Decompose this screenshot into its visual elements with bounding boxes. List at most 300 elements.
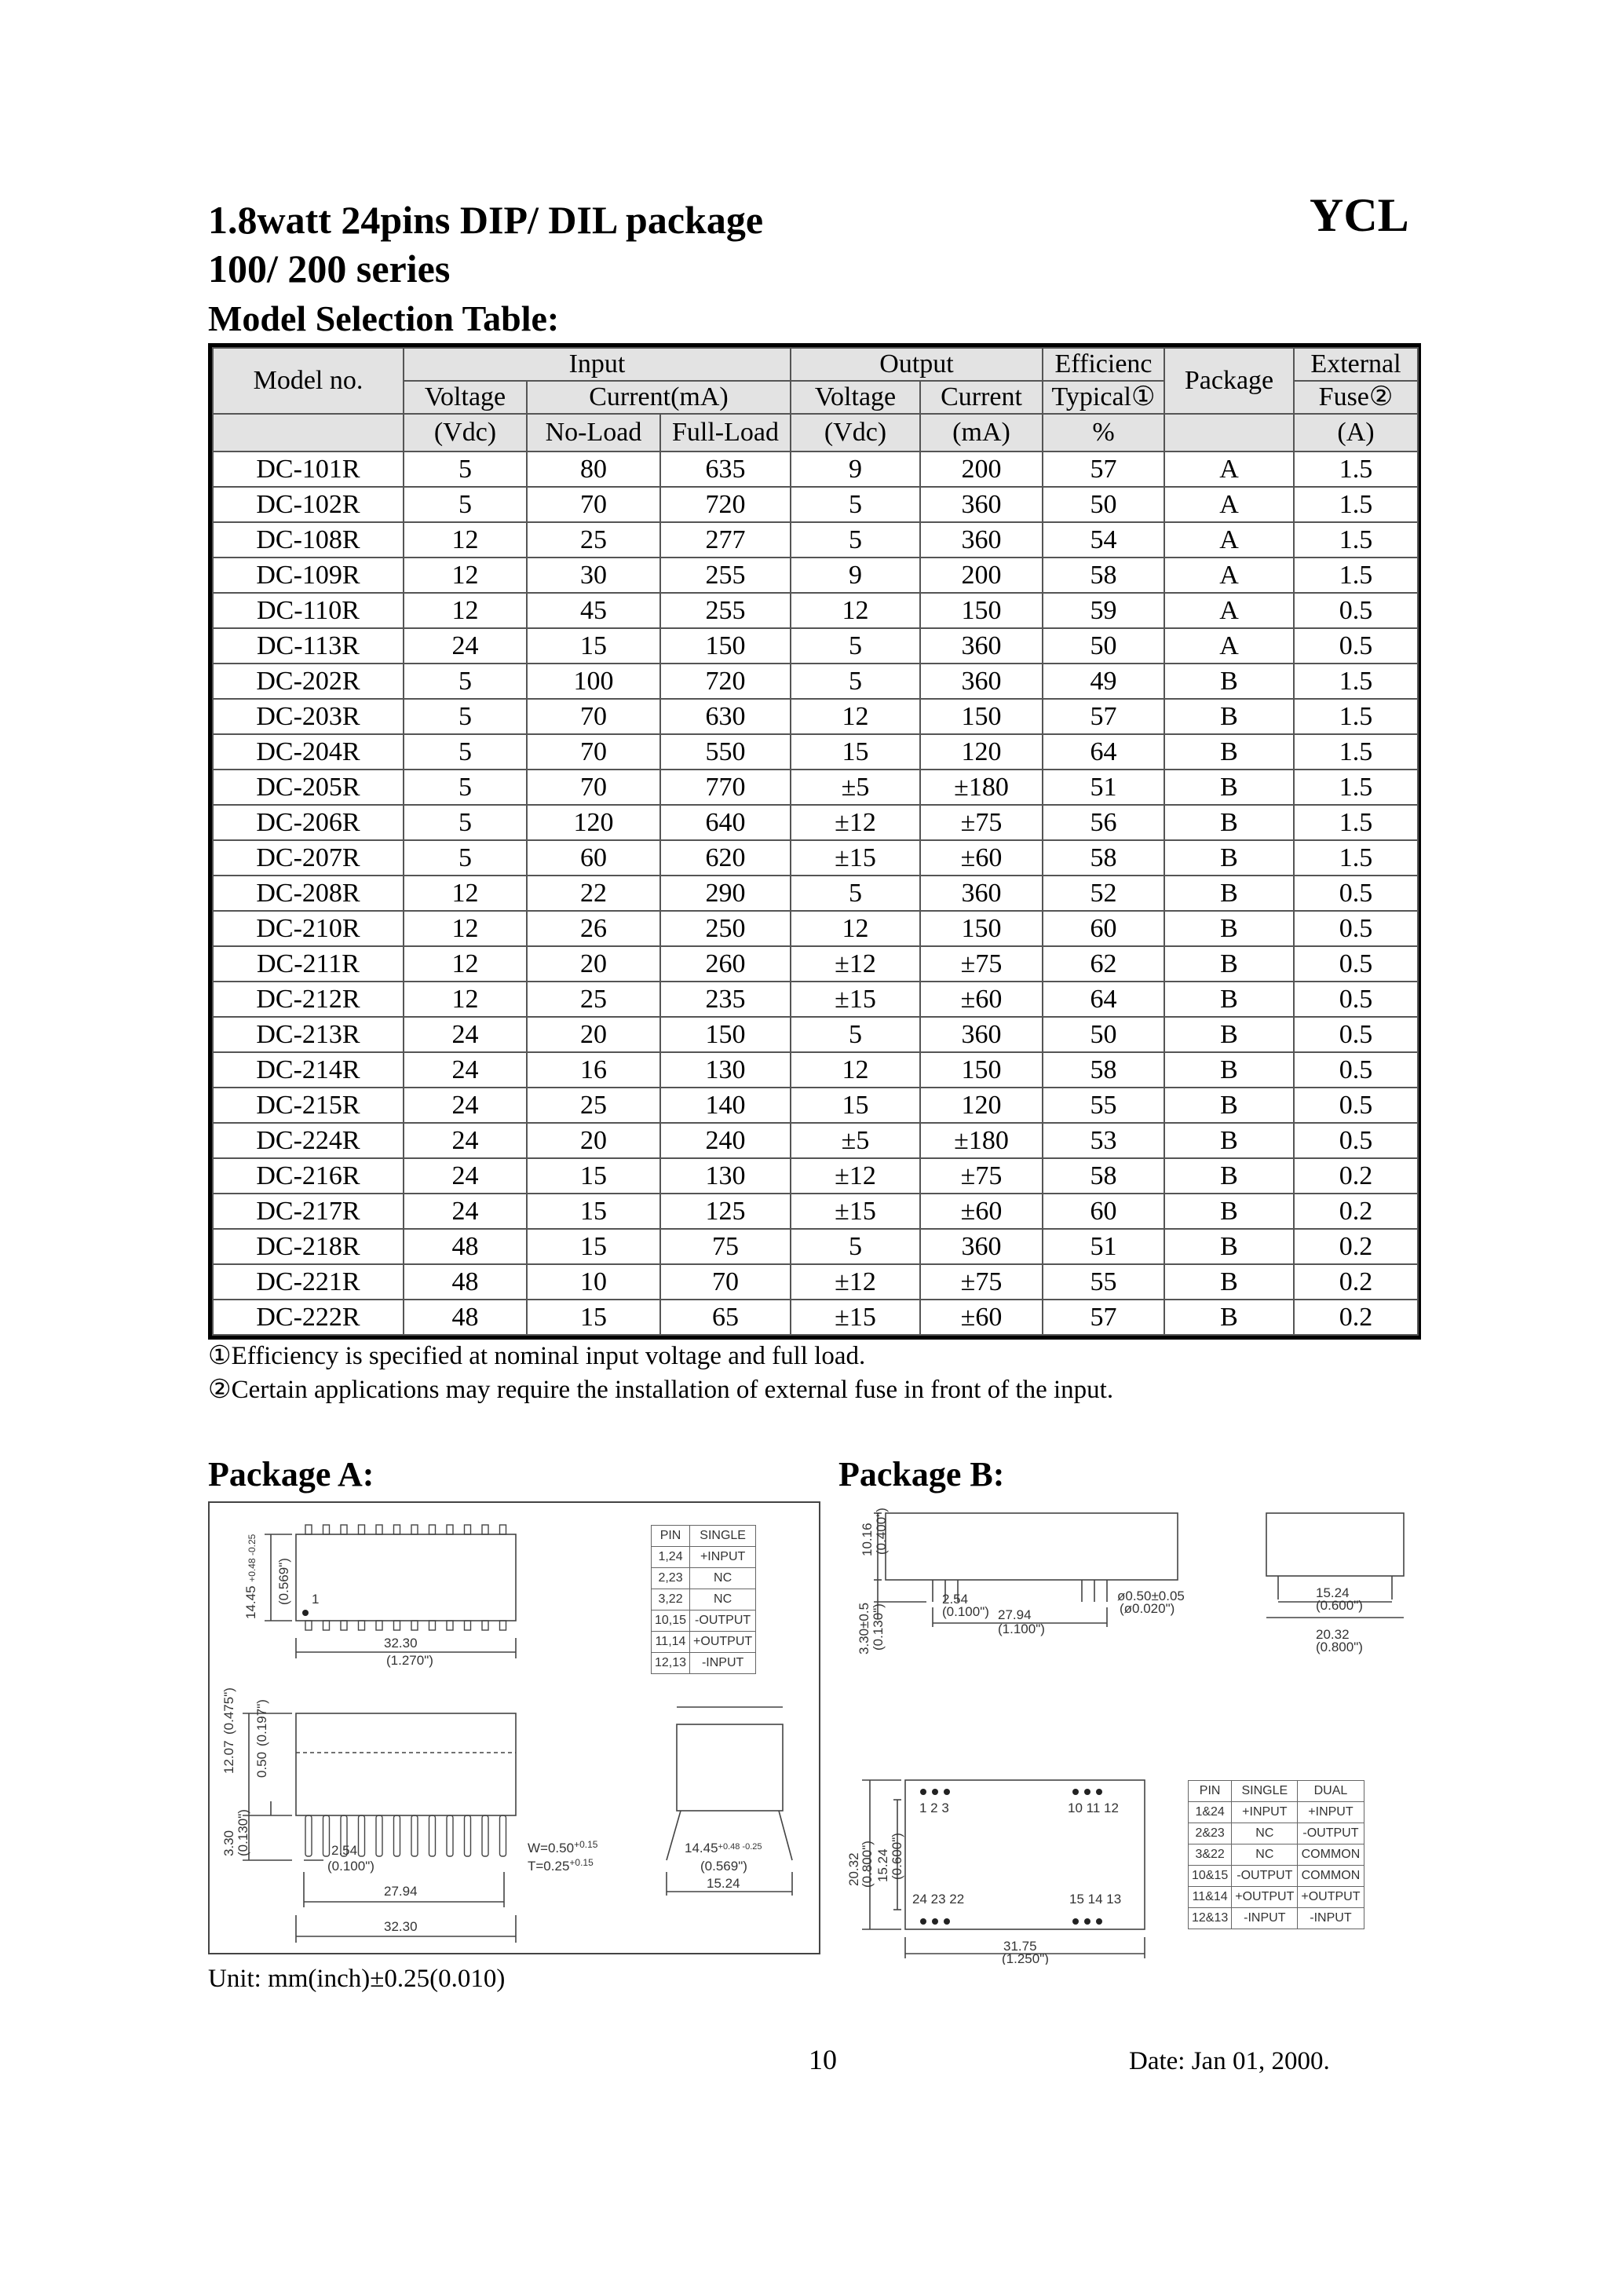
table-row [213,699,1418,734]
header-input-current: Current(mA) [527,381,791,414]
cell-output-current: 360 [920,522,1043,558]
cell-model: DC-108R [213,522,404,558]
cell-package: A [1164,593,1294,628]
cell-full-load-current: 255 [660,593,791,628]
cell-model: DC-101R [213,452,404,487]
cell-efficiency: 54 [1043,522,1164,558]
cell-fuse: 1.5 [1294,664,1418,699]
cell-package: B [1164,876,1294,911]
cell-input-voltage: 5 [404,805,527,840]
model-selection-table [208,343,1421,1340]
pin-lead [447,1815,453,1856]
pin-dot [944,1918,950,1925]
cell-package: A [1164,487,1294,522]
cell-full-load-current: 250 [660,911,791,946]
cell-package: B [1164,1017,1294,1052]
b-dim-top-row-inch: (0.600") [890,1833,904,1880]
pin-cell: 2&23 [1189,1823,1232,1844]
cell-output-current: ±180 [920,770,1043,805]
a-dim-pin-thickness: $T=0.25^{+0.15}$ [528,1857,594,1874]
pin-outline [323,1525,330,1534]
cell-fuse: 1.5 [1294,452,1418,487]
cell-output-current: 360 [920,1229,1043,1264]
cell-full-load-current: 635 [660,452,791,487]
cell-input-voltage: 5 [404,770,527,805]
b-dim-body-width-inch: (0.800") [1316,1640,1363,1654]
cell-output-voltage: ±15 [791,982,920,1017]
cell-model: DC-203R [213,699,404,734]
cell-package: B [1164,982,1294,1017]
pin-cell: NC [1232,1844,1298,1866]
pin-cell: -INPUT [690,1653,756,1674]
cell-output-voltage: 12 [791,911,920,946]
cell-input-voltage: 12 [404,558,527,593]
cell-full-load-current: 290 [660,876,791,911]
pin-dot [1096,1789,1102,1795]
pin-row [1189,1866,1364,1887]
cell-output-voltage: 5 [791,876,920,911]
cell-output-voltage: ±15 [791,1300,920,1335]
cell-fuse: 0.2 [1294,1158,1418,1194]
pin-row [1189,1844,1364,1866]
cell-output-voltage: 5 [791,1017,920,1052]
header-model: Model no. [213,348,404,414]
a-dim-length-2: 32.30 [384,1919,418,1934]
header-fuse-label: Fuse② [1294,381,1418,414]
pin-outline [411,1621,418,1630]
cell-input-voltage: 24 [404,1158,527,1194]
cell-output-voltage: 5 [791,487,920,522]
table-row [213,664,1418,699]
cell-model: DC-202R [213,664,404,699]
a-dim-row-span: 15.24 [707,1876,740,1891]
table-row [213,628,1418,664]
b-dim-row-span: 15.24 [1316,1585,1350,1600]
b-pins-bottom-left: 24 23 22 [912,1892,965,1907]
a-dim-width: 14.45 +0.48 -0.25 [243,1534,258,1619]
package-a-drawing [208,1501,820,1954]
document-date: Date: Jan 01, 2000. [1129,2047,1330,2075]
cell-input-voltage: 12 [404,593,527,628]
cell-efficiency: 56 [1043,805,1164,840]
pin-cell: -INPUT [1232,1908,1298,1929]
cell-no-load-current: 15 [527,628,660,664]
cell-package: B [1164,840,1294,876]
cell-no-load-current: 70 [527,487,660,522]
cell-efficiency: 59 [1043,593,1164,628]
table-row [213,1194,1418,1229]
cell-package: B [1164,805,1294,840]
cell-output-voltage: ±12 [791,805,920,840]
pin-cell: +INPUT [690,1547,756,1568]
cell-efficiency: 58 [1043,1158,1164,1194]
cell-efficiency: 57 [1043,699,1164,734]
cell-no-load-current: 15 [527,1229,660,1264]
pin-lead [376,1815,382,1856]
pin-cell: COMMON [1298,1866,1364,1887]
cell-output-current: 120 [920,734,1043,770]
cell-model: DC-113R [213,628,404,664]
cell-package: A [1164,452,1294,487]
pin-dot [920,1918,926,1925]
pin-header-cell: DUAL [1298,1781,1364,1802]
cell-full-load-current: 550 [660,734,791,770]
table-row [213,946,1418,982]
cell-output-current: 120 [920,1088,1043,1123]
a-dim-pitch-inch: (0.100") [327,1859,374,1874]
cell-efficiency: 52 [1043,876,1164,911]
cell-input-voltage: 12 [404,522,527,558]
cell-full-load-current: 620 [660,840,791,876]
pin-outline [341,1621,347,1630]
cell-no-load-current: 120 [527,805,660,840]
cell-output-voltage: 5 [791,628,920,664]
cell-model: DC-221R [213,1264,404,1300]
cell-no-load-current: 25 [527,982,660,1017]
pin-outline [465,1621,471,1630]
cell-package: B [1164,1158,1294,1194]
cell-model: DC-224R [213,1123,404,1158]
cell-efficiency: 62 [1043,946,1164,982]
cell-efficiency: 58 [1043,558,1164,593]
cell-output-current: 360 [920,664,1043,699]
pin-lead [482,1815,488,1856]
cell-fuse: 0.5 [1294,1052,1418,1088]
b-dim-pitch: 2.54 [942,1592,969,1607]
cell-package: B [1164,734,1294,770]
b-dim-pitch-inch: (0.100") [942,1604,989,1619]
cell-output-voltage: 5 [791,664,920,699]
cell-fuse: 0.2 [1294,1229,1418,1264]
cell-package: B [1164,1052,1294,1088]
a-dim-pin-width: $W=0.50^{+0.15}$ [528,1839,598,1855]
a-dim-height: 12.07 [221,1740,236,1774]
cell-output-current: ±75 [920,1158,1043,1194]
b-dim-height: 10.16 [860,1523,875,1556]
header-input: Input [404,348,791,381]
cell-no-load-current: 30 [527,558,660,593]
pin-cell: COMMON [1298,1844,1364,1866]
cell-no-load-current: 70 [527,734,660,770]
pin-outline [394,1621,400,1630]
cell-package: B [1164,699,1294,734]
b-dim-body-width: 20.32 [1316,1627,1350,1642]
cell-fuse: 1.5 [1294,699,1418,734]
cell-input-voltage: 5 [404,840,527,876]
cell-full-load-current: 255 [660,558,791,593]
pin-cell: -OUTPUT [1232,1866,1298,1887]
cell-efficiency: 50 [1043,628,1164,664]
cell-input-voltage: 5 [404,452,527,487]
cell-fuse: 0.5 [1294,1123,1418,1158]
cell-output-current: 360 [920,876,1043,911]
cell-model: DC-211R [213,946,404,982]
cell-model: DC-206R [213,805,404,840]
table-row [213,1123,1418,1158]
cell-fuse: 0.5 [1294,1017,1418,1052]
pin-cell: 2,23 [652,1568,690,1589]
table-row [213,1052,1418,1088]
cell-no-load-current: 70 [527,699,660,734]
cell-input-voltage: 12 [404,911,527,946]
cell-model: DC-109R [213,558,404,593]
package-b-drawing [838,1501,1419,1965]
cell-full-load-current: 630 [660,699,791,734]
cell-model: DC-216R [213,1158,404,1194]
table-row [213,1229,1418,1264]
cell-output-voltage: 5 [791,1229,920,1264]
cell-output-voltage: 12 [791,699,920,734]
cell-efficiency: 50 [1043,1017,1164,1052]
cell-output-voltage: ±12 [791,946,920,982]
table-row [213,558,1418,593]
pin-outline [482,1525,488,1534]
cell-input-voltage: 48 [404,1300,527,1335]
package-b-title: Package B: [838,1455,1005,1493]
cell-model: DC-210R [213,911,404,946]
cell-fuse: 1.5 [1294,805,1418,840]
cell-output-current: 200 [920,452,1043,487]
pin-cell: -OUTPUT [1298,1823,1364,1844]
cell-output-voltage: 15 [791,1088,920,1123]
a-pin1-marker: 1 [312,1592,320,1607]
cell-output-voltage: 9 [791,558,920,593]
pin-cell: 3,22 [652,1589,690,1610]
cell-fuse: 1.5 [1294,522,1418,558]
pin-outline [411,1525,418,1534]
cell-output-voltage: ±5 [791,770,920,805]
pin-dot [1096,1918,1102,1925]
pin-header-cell: SINGLE [1232,1781,1298,1802]
a-dim-standoff-inch: (0.197") [254,1699,269,1746]
cell-no-load-current: 60 [527,840,660,876]
header-fuse-unit: (A) [1294,414,1418,452]
cell-no-load-current: 10 [527,1264,660,1300]
pin-cell: 10,15 [652,1610,690,1632]
cell-full-load-current: 640 [660,805,791,840]
pin-outline [305,1621,312,1630]
pin-row [652,1568,756,1589]
cell-package: A [1164,522,1294,558]
a-dim-pitch: 2.54 [331,1843,358,1858]
cell-model: DC-110R [213,593,404,628]
cell-output-voltage: ±12 [791,1158,920,1194]
cell-input-voltage: 48 [404,1229,527,1264]
cell-fuse: 0.5 [1294,628,1418,664]
cell-full-load-current: 260 [660,946,791,982]
cell-efficiency: 50 [1043,487,1164,522]
cell-fuse: 1.5 [1294,770,1418,805]
pin-row [1189,1802,1364,1823]
unit-note: Unit: mm(inch)±0.25(0.010) [208,1965,506,1993]
pin-cell: 11,14 [652,1632,690,1653]
table-row [213,876,1418,911]
b-dim-top-row: 15.24 [875,1848,890,1882]
pin-cell: 1,24 [652,1547,690,1568]
cell-package: A [1164,628,1294,664]
table-row [213,982,1418,1017]
header-efficiency-unit: % [1043,414,1164,452]
a-dim-width-inch: (0.569") [276,1558,291,1605]
section-title: Model Selection Table: [208,298,560,338]
cell-full-load-current: 140 [660,1088,791,1123]
b-dim-pin-length-inch: (0.130") [871,1603,886,1651]
cell-output-current: 360 [920,1017,1043,1052]
cell-input-voltage: 24 [404,1088,527,1123]
cell-no-load-current: 15 [527,1158,660,1194]
header-input-voltage: Voltage [404,381,527,414]
pin-cell: +OUTPUT [1298,1887,1364,1908]
cell-full-load-current: 150 [660,1017,791,1052]
pin-outline [465,1525,471,1534]
pin-table-header [652,1526,756,1547]
cell-output-current: 150 [920,1052,1043,1088]
cell-no-load-current: 70 [527,770,660,805]
pin-cell: 12&13 [1189,1908,1232,1929]
pin-dot [944,1789,950,1795]
cell-efficiency: 60 [1043,1194,1164,1229]
pin-cell: +OUTPUT [1232,1887,1298,1908]
cell-output-current: ±60 [920,982,1043,1017]
b-dim-row-span-inch: (0.600") [1316,1598,1363,1613]
cell-model: DC-222R [213,1300,404,1335]
pin-dot [932,1918,938,1925]
pin-lead [359,1815,365,1856]
header-package: Package [1164,348,1294,414]
pin-header-cell: PIN [652,1526,690,1547]
b-dim-pin-diameter-inch: (ø0.020") [1120,1601,1175,1616]
cell-no-load-current: 20 [527,1017,660,1052]
cell-fuse: 1.5 [1294,734,1418,770]
cell-input-voltage: 5 [404,487,527,522]
header-output-voltage: Voltage [791,381,920,414]
cell-input-voltage: 48 [404,1264,527,1300]
cell-input-voltage: 5 [404,699,527,734]
pin-cell: 12,13 [652,1653,690,1674]
b-dim-height-inch: (0.400") [874,1508,889,1555]
cell-full-load-current: 130 [660,1158,791,1194]
cell-package: B [1164,1264,1294,1300]
pin-outline [429,1525,436,1534]
cell-output-current: ±180 [920,1123,1043,1158]
pin-cell: NC [690,1568,756,1589]
cell-no-load-current: 45 [527,593,660,628]
cell-model: DC-217R [213,1194,404,1229]
pin-row [1189,1908,1364,1929]
cell-efficiency: 49 [1043,664,1164,699]
cell-input-voltage: 5 [404,734,527,770]
cell-input-voltage: 24 [404,1017,527,1052]
b-pins-bottom-right: 15 14 13 [1069,1892,1122,1907]
cell-input-voltage: 24 [404,1123,527,1158]
pin-outline [323,1621,330,1630]
cell-no-load-current: 22 [527,876,660,911]
cell-no-load-current: 25 [527,1088,660,1123]
header-output-current-unit: (mA) [920,414,1043,452]
cell-output-current: ±75 [920,1264,1043,1300]
table-row [213,593,1418,628]
cell-input-voltage: 5 [404,664,527,699]
document-title: 1.8watt 24pins DIP/ DIL package [208,198,764,242]
pin-cell: 3&22 [1189,1844,1232,1866]
table-row [213,1300,1418,1335]
cell-package: B [1164,911,1294,946]
cell-fuse: 0.2 [1294,1194,1418,1229]
cell-efficiency: 57 [1043,1300,1164,1335]
pin-row [652,1610,756,1632]
package-a-pin-table [651,1525,756,1674]
pin-outline [376,1525,382,1534]
cell-efficiency: 51 [1043,1229,1164,1264]
cell-output-voltage: ±15 [791,1194,920,1229]
b-dim-span: 27.94 [998,1607,1032,1622]
pin-lead [465,1815,471,1856]
cell-output-voltage: 12 [791,1052,920,1088]
cell-full-load-current: 125 [660,1194,791,1229]
pin-lead [305,1815,312,1856]
cell-output-voltage: ±12 [791,1264,920,1300]
header-model-blank [213,414,404,452]
pin-outline [447,1525,453,1534]
b-dim-top-width: 20.32 [846,1852,861,1886]
cell-package: B [1164,1229,1294,1264]
pin-dot [1072,1918,1079,1925]
cell-no-load-current: 15 [527,1300,660,1335]
pin-cell: 1&24 [1189,1802,1232,1823]
cell-no-load-current: 15 [527,1194,660,1229]
a-dim-span: 27.94 [384,1884,418,1899]
cell-model: DC-102R [213,487,404,522]
cell-fuse: 0.2 [1294,1264,1418,1300]
cell-input-voltage: 12 [404,876,527,911]
cell-model: DC-215R [213,1088,404,1123]
cell-efficiency: 53 [1043,1123,1164,1158]
pin-header-cell: PIN [1189,1781,1232,1802]
cell-model: DC-204R [213,734,404,770]
table-row [213,487,1418,522]
cell-fuse: 1.5 [1294,558,1418,593]
cell-package: B [1164,1123,1294,1158]
table-row [213,805,1418,840]
cell-output-current: ±60 [920,1300,1043,1335]
a-dim-height-inch: (0.475") [221,1687,236,1735]
cell-no-load-current: 100 [527,664,660,699]
pin-dot [1072,1789,1079,1795]
a-dim-pin-length-inch: (0.130") [236,1809,250,1856]
table-row [213,734,1418,770]
cell-output-voltage: ±15 [791,840,920,876]
cell-output-current: 360 [920,628,1043,664]
cell-package: B [1164,1300,1294,1335]
cell-output-current: 150 [920,699,1043,734]
cell-fuse: 0.5 [1294,876,1418,911]
a-dim-pin-length: 3.30 [221,1830,236,1856]
page-number: 10 [809,2044,837,2075]
header-output-current: Current [920,381,1043,414]
pin-row [1189,1887,1364,1908]
pin-cell: NC [1232,1823,1298,1844]
table-row [213,1158,1418,1194]
cell-no-load-current: 25 [527,522,660,558]
header-output-voltage-unit: (Vdc) [791,414,920,452]
pin-outline [447,1621,453,1630]
pin-lead [429,1815,436,1856]
pin-lead [500,1815,506,1856]
cell-package: B [1164,1088,1294,1123]
b-pins-top-left: 1 2 3 [919,1801,949,1815]
a-dim-length: 32.30 [384,1636,418,1651]
table-row [213,911,1418,946]
